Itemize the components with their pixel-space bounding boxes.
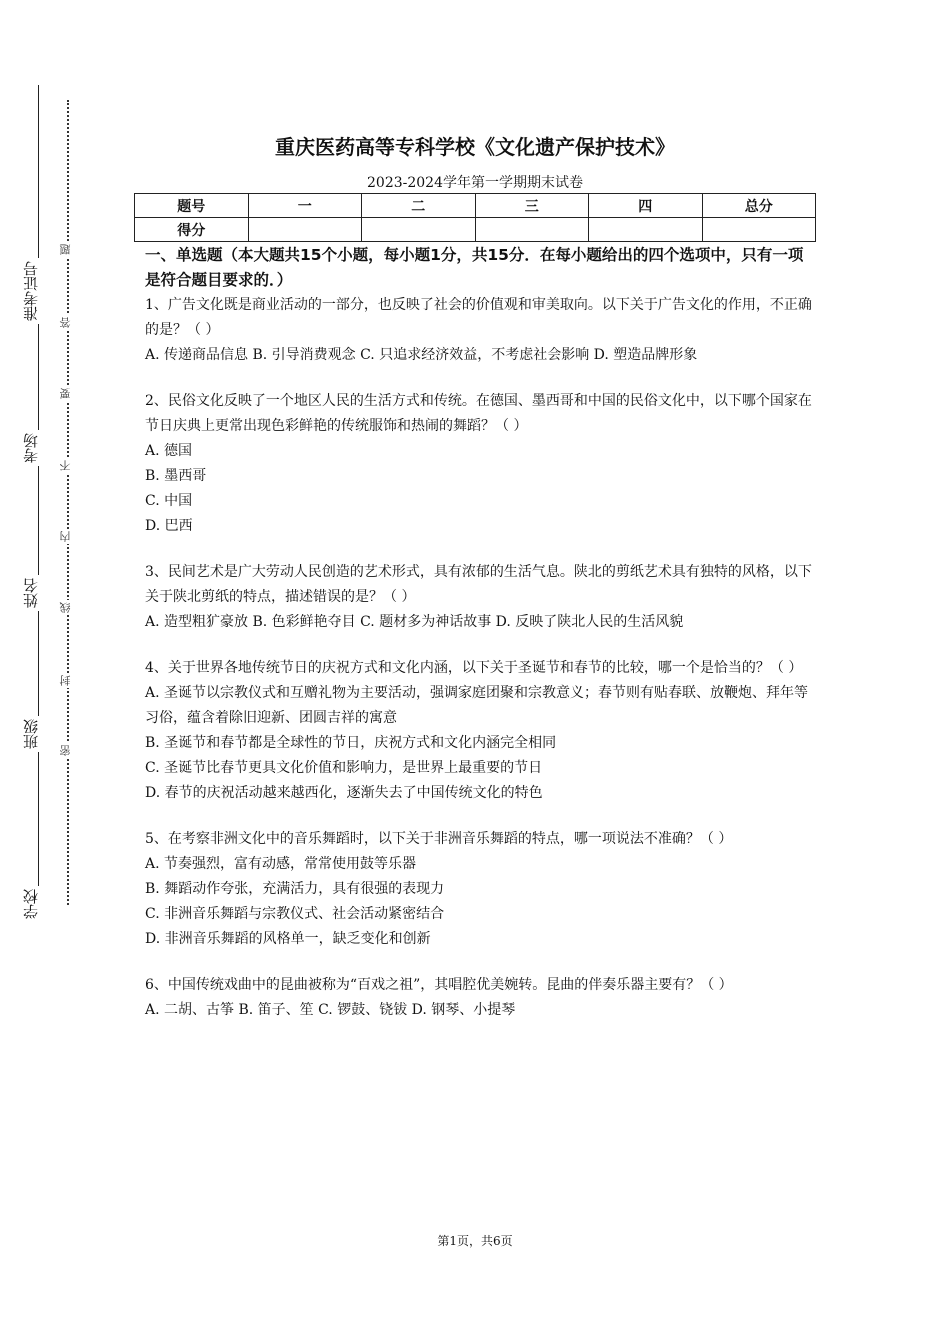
question-option: A. 传递商品信息 B. 引导消费观念 C. 只追求经济效益，不考虑社会影响 D. 塑造品牌形象 [145,347,698,363]
question-option: B. 墨西哥 [145,468,207,484]
question-option: A. 德国 [145,443,193,459]
seal-char: 封 [59,675,72,686]
seal-char: 要 [59,388,72,399]
score-cell: 四 [589,194,703,218]
seal-char: 密 [59,745,72,756]
question-option: A. 造型粗犷豪放 B. 色彩鲜艳夺目 C. 题材多为神话故事 D. 反映了陕北人民的生活风貌 [145,614,684,630]
seal-char: 线 [59,602,72,613]
question-option: C. 中国 [145,493,193,509]
score-cell: 题号 [135,194,249,218]
question-stem: 5、在考察非洲文化中的音乐舞蹈时，以下关于非洲音乐舞蹈的特点，哪一项说法不准确？（ ） [145,831,733,847]
question-5 [145,827,817,952]
binding-margin [0,0,120,1344]
score-input-cell[interactable] [702,218,816,242]
question-option: C. 圣诞节比春节更具文化价值和影响力，是世界上最重要的节日 [145,760,543,776]
exam-title: 重庆医药高等专科学校《文化遗产保护技术》 [275,135,675,159]
question-stem: 6、中国传统戏曲中的昆曲被称为“百戏之祖”，其唱腔优美婉转。昆曲的伴奏乐器主要有？（ ） [145,977,733,993]
score-input-cell[interactable] [475,218,589,242]
question-option: D. 非洲音乐舞蹈的风格单一，缺乏变化和创新 [145,931,431,947]
question-option: A. 节奏强烈，富有动感，常常使用鼓等乐器 [145,856,417,872]
section-heading: 一、单选题（本大题共15个小题，每小题1分，共15分．在每小题给出的四个选项中，只有一项是符合题目要求的．） [145,246,804,289]
question-option: D. 春节的庆祝活动越来越西化，逐渐失去了中国传统文化的特色 [145,785,543,801]
score-input-cell[interactable] [248,218,362,242]
seal-char: 答 [59,317,72,328]
question-option: B. 圣诞节和春节都是全球性的节日，庆祝方式和文化内涵完全相同 [145,735,557,751]
exam-content [145,243,817,1044]
exam-subtitle: 2023-2024学年第一学期期末试卷 [367,175,583,191]
question-option: A. 圣诞节以宗教仪式和互赠礼物为主要活动，强调家庭团聚和宗教意义；春节则有贴春联、放鞭炮、拜年等习俗，蕴含着除旧迎新、团圆吉祥的寓意 [145,685,809,726]
score-cell: 得分 [135,218,249,242]
question-stem: 4、关于世界各地传统节日的庆祝方式和文化内涵，以下关于圣诞节和春节的比较，哪一个是恰当的？（ ） [145,660,803,676]
question-option: B. 舞蹈动作夸张，充满活力，具有很强的表现力 [145,881,445,897]
score-input-cell[interactable] [362,218,476,242]
score-cell: 总分 [702,194,816,218]
question-2 [145,389,817,539]
score-table-score-row [135,218,816,242]
label-exam-number: 准考证号 [22,258,42,324]
label-exam-room: 考场 [22,430,42,466]
question-4 [145,656,817,806]
score-table [134,193,816,242]
label-school: 学校 [22,886,42,922]
question-stem: 1、广告文化既是商业活动的一部分，也反映了社会的价值观和审美取向。以下关于广告文化的作用，不正确的是？（ ） [145,297,812,338]
question-option: A. 二胡、古筝 B. 笛子、笙 C. 锣鼓、铙钹 D. 钢琴、小提琴 [145,1002,516,1018]
label-class: 班级 [22,716,42,752]
binding-dotted-line [67,100,69,905]
score-table-header-row [135,194,816,218]
label-name: 姓名 [22,575,42,611]
score-cell: 一 [248,194,362,218]
page-number: 第1页，共6页 [437,1234,513,1248]
binding-solid-line [38,85,39,905]
seal-char: 题 [59,244,72,255]
score-cell: 二 [362,194,476,218]
question-option: D. 巴西 [145,518,193,534]
question-1 [145,293,817,368]
question-stem: 3、民间艺术是广大劳动人民创造的艺术形式，具有浓郁的生活气息。陕北的剪纸艺术具有独特的风格，以下关于陕北剪纸的特点，描述错误的是？（ ） [145,564,812,605]
seal-char: 不 [59,460,72,471]
question-3 [145,560,817,635]
question-stem: 2、民俗文化反映了一个地区人民的生活方式和传统。在德国、墨西哥和中国的民俗文化中，以下哪个国家在节日庆典上更常出现色彩鲜艳的传统服饰和热闹的舞蹈？（ ） [145,393,812,434]
seal-char: 内 [59,531,72,542]
score-input-cell[interactable] [589,218,703,242]
question-6 [145,973,817,1023]
score-cell: 三 [475,194,589,218]
question-option: C. 非洲音乐舞蹈与宗教仪式、社会活动紧密结合 [145,906,445,922]
